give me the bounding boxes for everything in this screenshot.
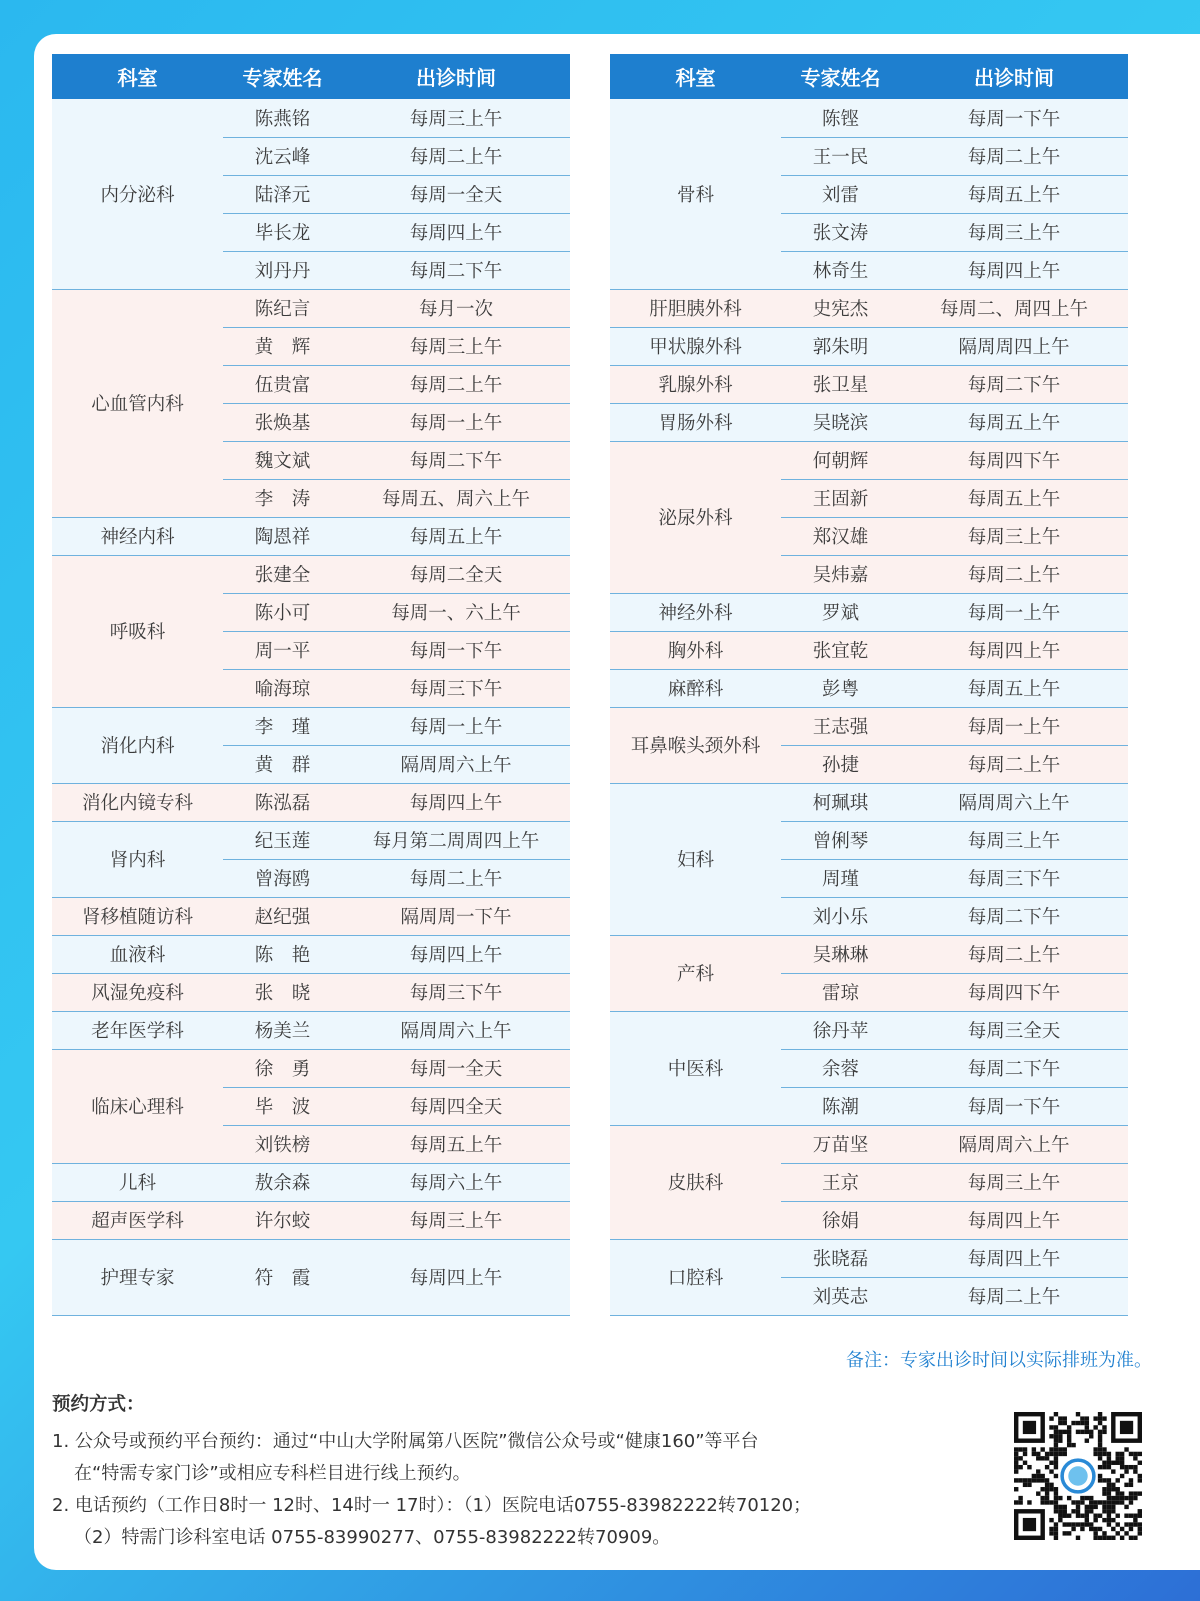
header-time: 出诊时间 xyxy=(900,54,1128,99)
expert-name-cell: 刘小乐 xyxy=(781,897,900,935)
schedule-table-right xyxy=(610,54,1128,1316)
qr-code-icon[interactable] xyxy=(1014,1412,1142,1540)
dept-cell: 儿科 xyxy=(52,1163,223,1201)
expert-name-cell: 张 晓 xyxy=(223,973,342,1011)
clinic-time-cell: 每周二下午 xyxy=(342,441,570,479)
clinic-time-cell: 每周一、六上午 xyxy=(342,593,570,631)
expert-name-cell: 徐丹苹 xyxy=(781,1011,900,1049)
expert-name-cell: 曾俐琴 xyxy=(781,821,900,859)
clinic-time-cell: 每周三下午 xyxy=(342,973,570,1011)
table-row xyxy=(610,289,1128,327)
clinic-time-cell: 每周二上午 xyxy=(900,1277,1128,1315)
clinic-time-cell: 隔周周六上午 xyxy=(900,783,1128,821)
table-row xyxy=(52,517,570,555)
clinic-time-cell: 每月一次 xyxy=(342,289,570,327)
dept-cell: 护理专家 xyxy=(52,1239,223,1315)
clinic-time-cell: 隔周周六上午 xyxy=(342,745,570,783)
header-expert: 专家姓名 xyxy=(223,54,342,99)
clinic-time-cell: 每周一下午 xyxy=(342,631,570,669)
expert-name-cell: 陶恩祥 xyxy=(223,517,342,555)
dept-cell: 胃肠外科 xyxy=(610,403,781,441)
expert-name-cell: 陆泽元 xyxy=(223,175,342,213)
table-row xyxy=(610,935,1128,973)
clinic-time-cell: 每周一全天 xyxy=(342,175,570,213)
clinic-time-cell: 每周一全天 xyxy=(342,1049,570,1087)
expert-name-cell: 孙捷 xyxy=(781,745,900,783)
table-row xyxy=(52,821,570,859)
schedule-note: 备注：专家出诊时间以实际排班为准。 xyxy=(846,1350,1152,1371)
dept-cell: 心血管内科 xyxy=(52,289,223,517)
expert-name-cell: 陈燕铭 xyxy=(223,99,342,137)
dept-cell: 麻醉科 xyxy=(610,669,781,707)
expert-name-cell: 林奇生 xyxy=(781,251,900,289)
clinic-time-cell: 每周二全天 xyxy=(342,555,570,593)
table-row xyxy=(52,783,570,821)
expert-name-cell: 黄 群 xyxy=(223,745,342,783)
clinic-time-cell: 每周四上午 xyxy=(342,935,570,973)
clinic-time-cell: 每周四上午 xyxy=(900,631,1128,669)
clinic-time-cell: 每周四上午 xyxy=(900,1201,1128,1239)
expert-name-cell: 魏文斌 xyxy=(223,441,342,479)
dept-cell: 临床心理科 xyxy=(52,1049,223,1163)
clinic-time-cell: 每周五上午 xyxy=(900,669,1128,707)
expert-name-cell: 陈潮 xyxy=(781,1087,900,1125)
dept-cell: 妇科 xyxy=(610,783,781,935)
expert-name-cell: 吴琳琳 xyxy=(781,935,900,973)
booking-line-3: 2. 电话预约（工作日8时一 12时、14时一 17时）：（1）医院电话0755-83982222转70120； xyxy=(52,1495,812,1516)
clinic-time-cell: 每周三下午 xyxy=(342,669,570,707)
clinic-time-cell: 每周二上午 xyxy=(342,365,570,403)
expert-name-cell: 罗斌 xyxy=(781,593,900,631)
table-header-row xyxy=(610,54,1128,99)
expert-name-cell: 周一平 xyxy=(223,631,342,669)
schedule-table-left xyxy=(52,54,570,1316)
clinic-time-cell: 每周一下午 xyxy=(900,1087,1128,1125)
clinic-time-cell: 每周一上午 xyxy=(900,707,1128,745)
expert-name-cell: 张建全 xyxy=(223,555,342,593)
dept-cell: 产科 xyxy=(610,935,781,1011)
expert-name-cell: 许尔蛟 xyxy=(223,1201,342,1239)
dept-cell: 风湿免疫科 xyxy=(52,973,223,1011)
expert-name-cell: 王京 xyxy=(781,1163,900,1201)
table-row xyxy=(610,1239,1128,1277)
table-row xyxy=(610,99,1128,137)
clinic-time-cell: 每周四上午 xyxy=(342,783,570,821)
table-row xyxy=(610,783,1128,821)
table-row xyxy=(52,1201,570,1239)
clinic-time-cell: 每周二上午 xyxy=(900,137,1128,175)
clinic-time-cell: 每周五上午 xyxy=(900,175,1128,213)
table-row xyxy=(52,707,570,745)
clinic-time-cell: 每周四下午 xyxy=(900,441,1128,479)
table-row xyxy=(52,935,570,973)
clinic-time-cell: 隔周周六上午 xyxy=(342,1011,570,1049)
table-row xyxy=(610,1011,1128,1049)
table-row xyxy=(52,555,570,593)
booking-line-2: 在“特需专家门诊”或相应专科栏目进行线上预约。 xyxy=(74,1463,471,1484)
clinic-time-cell: 每周三上午 xyxy=(900,821,1128,859)
table-row xyxy=(52,897,570,935)
expert-name-cell: 徐娟 xyxy=(781,1201,900,1239)
clinic-time-cell: 隔周周一下午 xyxy=(342,897,570,935)
table-row xyxy=(52,1239,570,1315)
expert-name-cell: 李 瑾 xyxy=(223,707,342,745)
expert-name-cell: 万苗坚 xyxy=(781,1125,900,1163)
dept-cell: 消化内科 xyxy=(52,707,223,783)
clinic-time-cell: 隔周周六上午 xyxy=(900,1125,1128,1163)
dept-cell: 老年医学科 xyxy=(52,1011,223,1049)
clinic-time-cell: 每周四下午 xyxy=(900,973,1128,1011)
dept-cell: 中医科 xyxy=(610,1011,781,1125)
clinic-time-cell: 每周三上午 xyxy=(900,517,1128,555)
expert-name-cell: 刘丹丹 xyxy=(223,251,342,289)
expert-name-cell: 刘英志 xyxy=(781,1277,900,1315)
clinic-time-cell: 每周三上午 xyxy=(900,213,1128,251)
table-row xyxy=(52,1011,570,1049)
expert-name-cell: 陈铿 xyxy=(781,99,900,137)
table-row xyxy=(610,669,1128,707)
clinic-time-cell: 每周五上午 xyxy=(900,479,1128,517)
expert-name-cell: 敖余森 xyxy=(223,1163,342,1201)
booking-title: 预约方式： xyxy=(52,1394,145,1415)
booking-line-1: 1. 公众号或预约平台预约：通过“中山大学附属第八医院”微信公众号或“健康160”等平台 xyxy=(52,1431,759,1452)
expert-name-cell: 周瑾 xyxy=(781,859,900,897)
header-dept: 科室 xyxy=(610,54,781,99)
clinic-time-cell: 每周四全天 xyxy=(342,1087,570,1125)
dept-cell: 肾内科 xyxy=(52,821,223,897)
header-dept: 科室 xyxy=(52,54,223,99)
clinic-time-cell: 每周二上午 xyxy=(342,859,570,897)
expert-name-cell: 柯珮琪 xyxy=(781,783,900,821)
dept-cell: 神经内科 xyxy=(52,517,223,555)
expert-name-cell: 纪玉莲 xyxy=(223,821,342,859)
expert-name-cell: 陈 艳 xyxy=(223,935,342,973)
expert-name-cell: 王志强 xyxy=(781,707,900,745)
dept-cell: 骨科 xyxy=(610,99,781,289)
clinic-time-cell: 每周一上午 xyxy=(342,707,570,745)
dept-cell: 胸外科 xyxy=(610,631,781,669)
expert-name-cell: 黄 辉 xyxy=(223,327,342,365)
header-expert: 专家姓名 xyxy=(781,54,900,99)
table-row xyxy=(610,403,1128,441)
clinic-time-cell: 每周三上午 xyxy=(342,99,570,137)
clinic-time-cell: 每周二、周四上午 xyxy=(900,289,1128,327)
clinic-time-cell: 每周三上午 xyxy=(900,1163,1128,1201)
clinic-time-cell: 每周四上午 xyxy=(342,1239,570,1315)
clinic-time-cell: 每周四上午 xyxy=(900,251,1128,289)
expert-name-cell: 刘雷 xyxy=(781,175,900,213)
clinic-time-cell: 每周三下午 xyxy=(900,859,1128,897)
clinic-time-cell: 每周二下午 xyxy=(342,251,570,289)
expert-name-cell: 郭朱明 xyxy=(781,327,900,365)
expert-name-cell: 张卫星 xyxy=(781,365,900,403)
expert-name-cell: 陈泓磊 xyxy=(223,783,342,821)
expert-name-cell: 张晓磊 xyxy=(781,1239,900,1277)
table-row xyxy=(52,973,570,1011)
clinic-time-cell: 隔周周四上午 xyxy=(900,327,1128,365)
header-time: 出诊时间 xyxy=(342,54,570,99)
table-row xyxy=(610,441,1128,479)
clinic-time-cell: 每周二上午 xyxy=(342,137,570,175)
dept-cell: 甲状腺外科 xyxy=(610,327,781,365)
expert-name-cell: 雷琼 xyxy=(781,973,900,1011)
expert-name-cell: 刘铁榜 xyxy=(223,1125,342,1163)
table-row xyxy=(610,593,1128,631)
expert-name-cell: 何朝辉 xyxy=(781,441,900,479)
expert-name-cell: 毕 波 xyxy=(223,1087,342,1125)
expert-name-cell: 符 霞 xyxy=(223,1239,342,1315)
dept-cell: 肾移植随访科 xyxy=(52,897,223,935)
expert-name-cell: 喻海琼 xyxy=(223,669,342,707)
dept-cell: 呼吸科 xyxy=(52,555,223,707)
expert-name-cell: 吴晓滨 xyxy=(781,403,900,441)
clinic-time-cell: 每周一上午 xyxy=(342,403,570,441)
dept-cell: 内分泌科 xyxy=(52,99,223,289)
expert-name-cell: 张焕基 xyxy=(223,403,342,441)
table-row xyxy=(52,99,570,137)
expert-name-cell: 杨美兰 xyxy=(223,1011,342,1049)
expert-name-cell: 彭粤 xyxy=(781,669,900,707)
clinic-time-cell: 每周六上午 xyxy=(342,1163,570,1201)
dept-cell: 肝胆胰外科 xyxy=(610,289,781,327)
clinic-time-cell: 每月第二周周四上午 xyxy=(342,821,570,859)
dept-cell: 血液科 xyxy=(52,935,223,973)
expert-name-cell: 张文涛 xyxy=(781,213,900,251)
dept-cell: 皮肤科 xyxy=(610,1125,781,1239)
clinic-time-cell: 每周二下午 xyxy=(900,897,1128,935)
table-row xyxy=(610,1125,1128,1163)
expert-name-cell: 陈小可 xyxy=(223,593,342,631)
expert-name-cell: 郑汉雄 xyxy=(781,517,900,555)
table-row xyxy=(610,327,1128,365)
expert-name-cell: 陈纪言 xyxy=(223,289,342,327)
dept-cell: 消化内镜专科 xyxy=(52,783,223,821)
table-row xyxy=(610,365,1128,403)
clinic-time-cell: 每周五上午 xyxy=(342,517,570,555)
clinic-time-cell: 每周五上午 xyxy=(900,403,1128,441)
clinic-time-cell: 每周二上午 xyxy=(900,935,1128,973)
table-row xyxy=(52,1163,570,1201)
dept-cell: 超声医学科 xyxy=(52,1201,223,1239)
clinic-time-cell: 每周三全天 xyxy=(900,1011,1128,1049)
expert-name-cell: 徐 勇 xyxy=(223,1049,342,1087)
expert-name-cell: 毕长龙 xyxy=(223,213,342,251)
dept-cell: 耳鼻喉头颈外科 xyxy=(610,707,781,783)
expert-name-cell: 曾海鸥 xyxy=(223,859,342,897)
expert-name-cell: 吴炜嘉 xyxy=(781,555,900,593)
clinic-time-cell: 每周五、周六上午 xyxy=(342,479,570,517)
clinic-time-cell: 每周一上午 xyxy=(900,593,1128,631)
dept-cell: 口腔科 xyxy=(610,1239,781,1315)
clinic-time-cell: 每周三上午 xyxy=(342,1201,570,1239)
clinic-time-cell: 每周一下午 xyxy=(900,99,1128,137)
table-row xyxy=(52,1049,570,1087)
table-row xyxy=(52,289,570,327)
clinic-time-cell: 每周二上午 xyxy=(900,745,1128,783)
dept-cell: 乳腺外科 xyxy=(610,365,781,403)
expert-name-cell: 王一民 xyxy=(781,137,900,175)
schedule-card xyxy=(34,34,1200,1570)
booking-line-4: （2）特需门诊科室电话 0755-83990277、0755-83982222转70909。 xyxy=(74,1527,671,1548)
expert-name-cell: 王固新 xyxy=(781,479,900,517)
expert-name-cell: 赵纪强 xyxy=(223,897,342,935)
expert-name-cell: 余蓉 xyxy=(781,1049,900,1087)
expert-name-cell: 沈云峰 xyxy=(223,137,342,175)
booking-methods xyxy=(52,1390,932,1554)
table-header-row xyxy=(52,54,570,99)
table-row xyxy=(610,631,1128,669)
clinic-time-cell: 每周三上午 xyxy=(342,327,570,365)
dept-cell: 神经外科 xyxy=(610,593,781,631)
dept-cell: 泌尿外科 xyxy=(610,441,781,593)
clinic-time-cell: 每周二下午 xyxy=(900,1049,1128,1087)
clinic-time-cell: 每周二下午 xyxy=(900,365,1128,403)
clinic-time-cell: 每周四上午 xyxy=(342,213,570,251)
expert-name-cell: 张宜乾 xyxy=(781,631,900,669)
clinic-time-cell: 每周二上午 xyxy=(900,555,1128,593)
table-row xyxy=(610,707,1128,745)
expert-name-cell: 李 涛 xyxy=(223,479,342,517)
clinic-time-cell: 每周四上午 xyxy=(900,1239,1128,1277)
expert-name-cell: 史宪杰 xyxy=(781,289,900,327)
clinic-time-cell: 每周五上午 xyxy=(342,1125,570,1163)
expert-name-cell: 伍贵富 xyxy=(223,365,342,403)
